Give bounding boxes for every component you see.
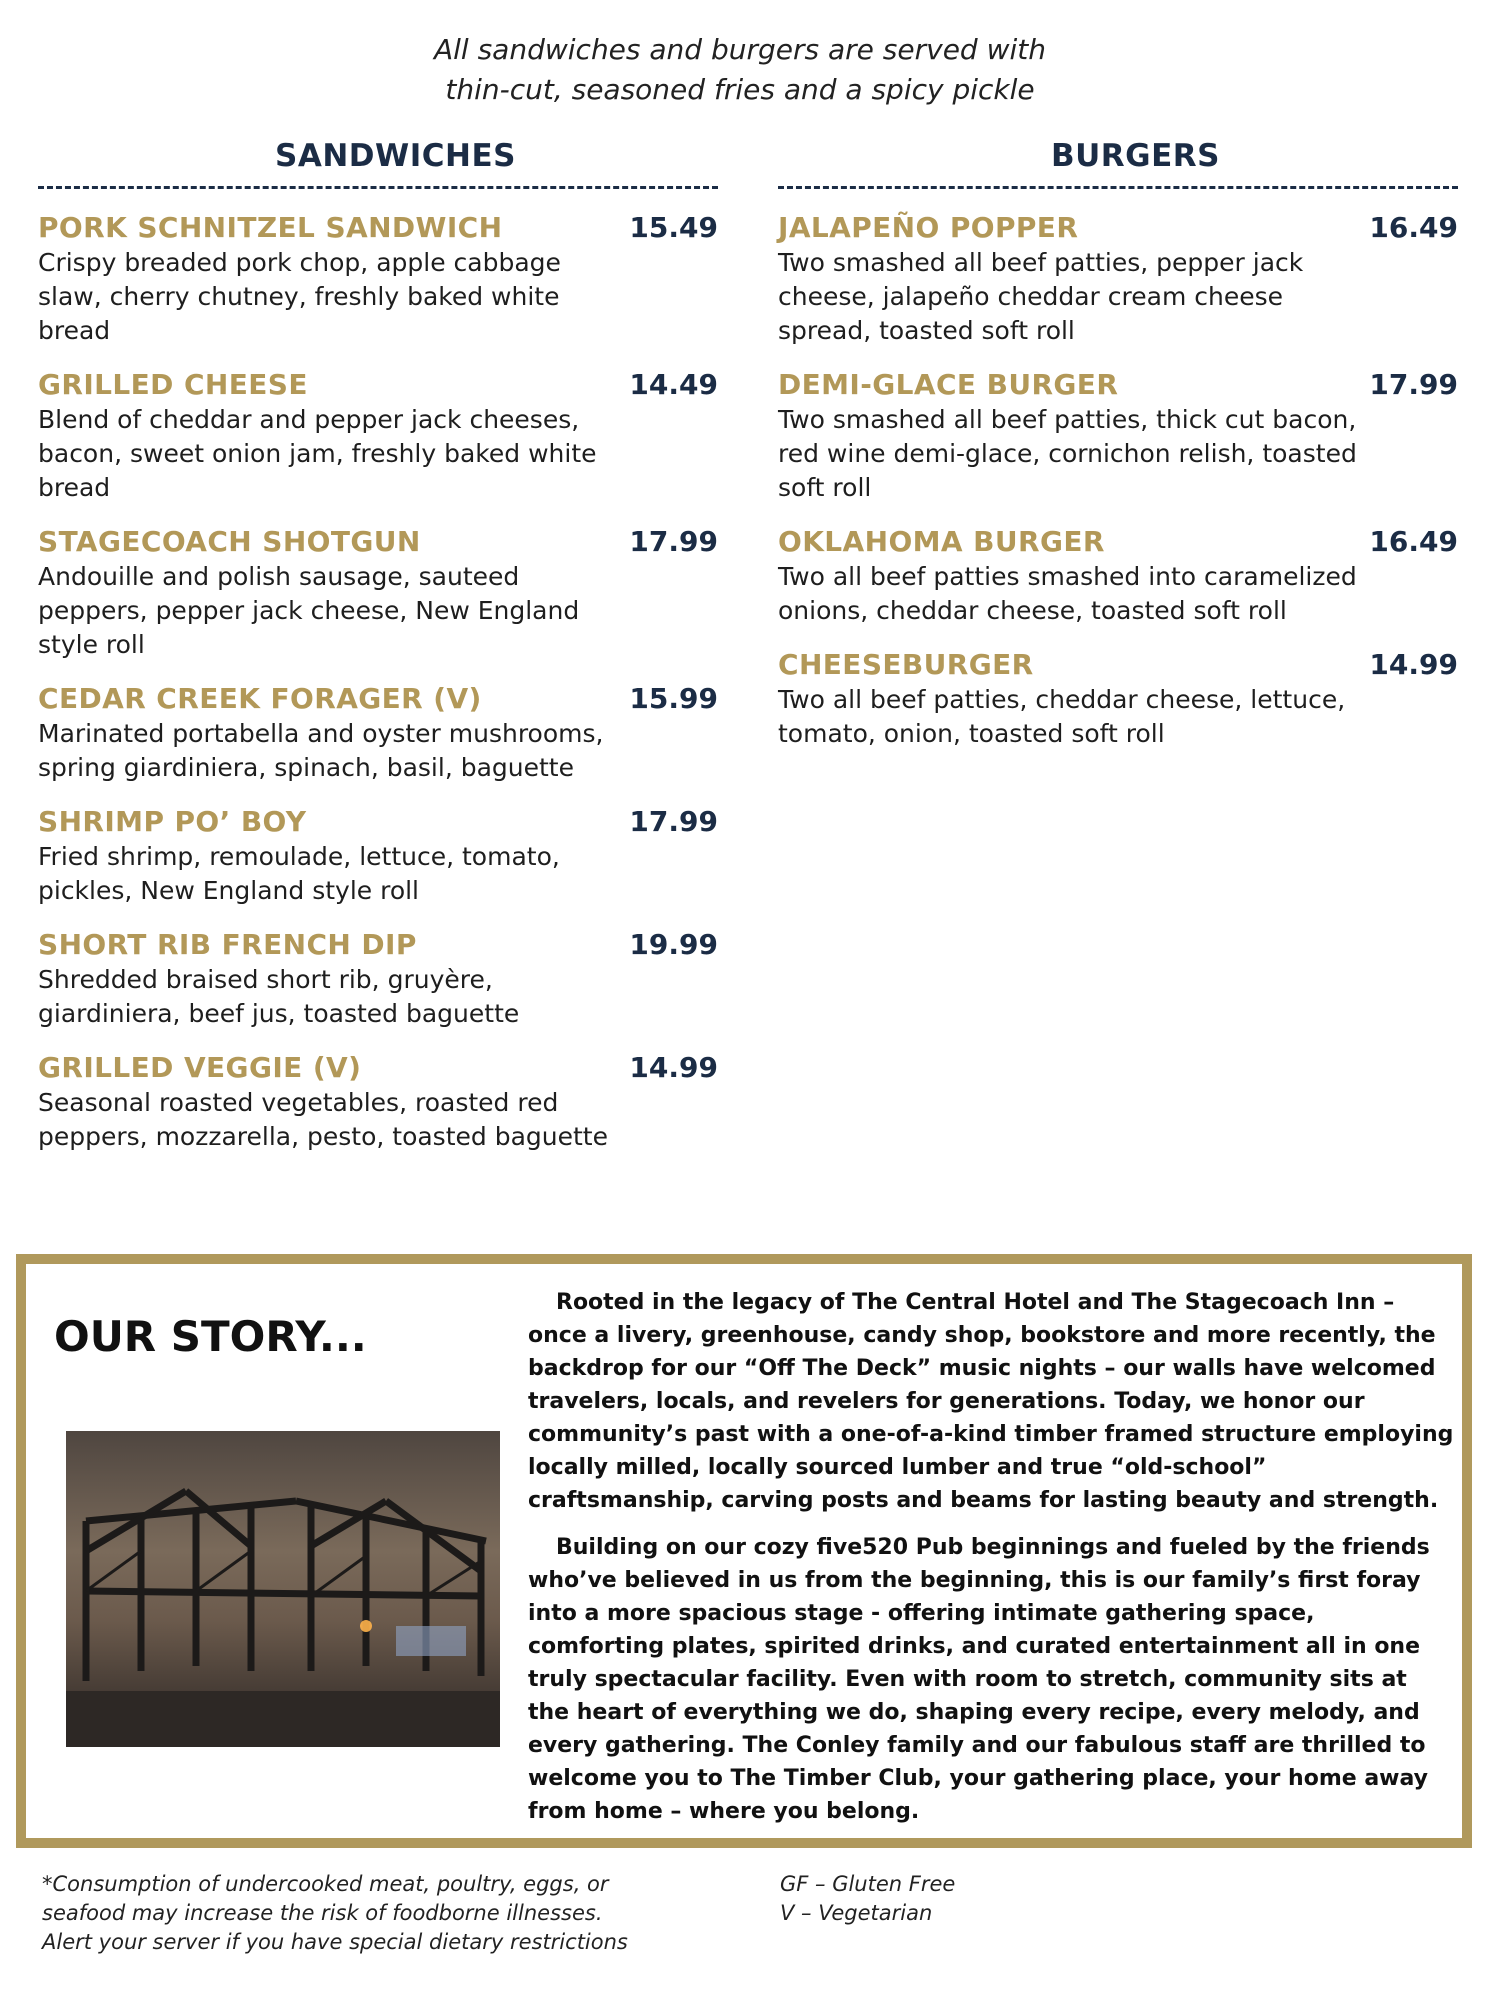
item-price: 17.99	[629, 805, 718, 838]
sandwiches-section	[38, 138, 718, 1174]
item-description: Crispy breaded pork chop, apple cabbage slaw, cherry chutney, freshly baked white bread	[38, 248, 561, 345]
advisory-line: *Consumption of undercooked meat, poultry, eggs, or	[42, 1872, 609, 1896]
intro-note	[0, 30, 1480, 110]
item-name: JALAPEÑO POPPER	[778, 211, 1079, 244]
menu-item	[778, 211, 1458, 348]
item-description: Marinated portabella and oyster mushrooms, spring giardiniera, spinach, basil, baguette	[38, 719, 604, 782]
menu-item	[38, 211, 718, 348]
item-name: CHEESEBURGER	[778, 648, 1034, 681]
item-name: OKLAHOMA BURGER	[778, 525, 1105, 558]
item-description: Andouille and polish sausage, sauteed peppers, pepper jack cheese, New England style roll	[38, 562, 580, 659]
item-price: 16.49	[1369, 211, 1458, 244]
item-price: 17.99	[629, 525, 718, 558]
advisory-line: Alert your server if you have special dietary restrictions	[42, 1930, 628, 1954]
item-name: SHRIMP PO’ BOY	[38, 805, 307, 838]
item-name: STAGECOACH SHOTGUN	[38, 525, 421, 558]
consumption-advisory	[42, 1870, 682, 1957]
intro-line-2: thin-cut, seasoned fries and a spicy pickle	[445, 73, 1035, 106]
menu-item	[38, 525, 718, 662]
story-title: OUR STORY...	[54, 1312, 367, 1361]
item-price: 16.49	[1369, 525, 1458, 558]
item-description: Two all beef patties smashed into caramelized onions, cheddar cheese, toasted soft roll	[778, 562, 1357, 625]
burgers-section	[778, 138, 1458, 771]
section-divider	[38, 186, 718, 189]
item-price: 17.99	[1369, 368, 1458, 401]
item-description: Shredded braised short rib, gruyère, giardiniera, beef jus, toasted baguette	[38, 965, 520, 1028]
item-description: Two smashed all beef patties, thick cut bacon, red wine demi-glace, cornichon relish, toasted soft roll	[778, 405, 1357, 502]
sandwiches-heading: SANDWICHES	[275, 138, 516, 174]
section-divider	[778, 186, 1458, 189]
intro-line-1: All sandwiches and burgers are served with	[433, 33, 1047, 66]
story-paragraph: Building on our cozy five520 Pub beginnings and fueled by the friends who’ve believed in us from the beginning, this is our family’s first foray into a more spacious stage - offering intimate gathering space, comforting plates, spirited drinks, and curated entertainment all in one truly spectacular facility. Even with room to stretch, community sits at the heart of everything we do, shaping every recipe, every melody, and every gathering. The Conley family and our fabulous staff are thrilled to welcome you to The Timber Club, your gathering place, your home away from home – where you belong.	[528, 1535, 1430, 1824]
burgers-heading: BURGERS	[1051, 138, 1220, 174]
menu-item	[38, 928, 718, 1031]
item-price: 15.49	[629, 211, 718, 244]
our-story-box	[16, 1254, 1472, 1848]
item-description: Fried shrimp, remoulade, lettuce, tomato, pickles, New England style roll	[38, 842, 560, 905]
item-name: GRILLED VEGGIE (V)	[38, 1051, 362, 1084]
item-description: Two all beef patties, cheddar cheese, lettuce, tomato, onion, toasted soft roll	[778, 685, 1346, 748]
item-description: Two smashed all beef patties, pepper jack cheese, jalapeño cheddar cream cheese spread, toasted soft roll	[778, 248, 1304, 345]
diet-legend	[780, 1870, 1180, 1928]
item-description: Seasonal roasted vegetables, roasted red peppers, mozzarella, pesto, toasted baguette	[38, 1088, 608, 1151]
menu-item	[778, 368, 1458, 505]
item-name: DEMI-GLACE BURGER	[778, 368, 1119, 401]
timber-frame-photo	[66, 1431, 500, 1747]
story-paragraph: Rooted in the legacy of The Central Hotel and The Stagecoach Inn – once a livery, greenhouse, candy shop, bookstore and more recently, the backdrop for our “Off The Deck” music nights – our walls have welcomed travelers, locals, and revelers for generations. Today, we honor our community’s past with a one-of-a-kind timber framed structure employing locally milled, locally sourced lumber and true “old-school” craftsmanship, carving posts and beams for lasting beauty and strength.	[528, 1290, 1454, 1513]
menu-item	[38, 368, 718, 505]
item-name: PORK SCHNITZEL SANDWICH	[38, 211, 503, 244]
menu-item	[778, 648, 1458, 751]
item-price: 19.99	[629, 928, 718, 961]
story-text	[528, 1286, 1454, 1842]
advisory-line: seafood may increase the risk of foodborne illnesses.	[42, 1901, 603, 1925]
item-name: SHORT RIB FRENCH DIP	[38, 928, 417, 961]
item-price: 14.99	[1369, 648, 1458, 681]
menu-item	[38, 682, 718, 785]
item-description: Blend of cheddar and pepper jack cheeses, bacon, sweet onion jam, freshly baked white bread	[38, 405, 597, 502]
menu-item	[38, 1051, 718, 1154]
menu-item	[38, 805, 718, 908]
item-price: 14.99	[629, 1051, 718, 1084]
timber-frame-illustration	[66, 1431, 500, 1747]
item-price: 15.99	[629, 682, 718, 715]
legend-vegetarian: V – Vegetarian	[780, 1901, 933, 1925]
legend-gluten-free: GF – Gluten Free	[780, 1872, 956, 1896]
item-name: GRILLED CHEESE	[38, 368, 308, 401]
item-name: CEDAR CREEK FORAGER (V)	[38, 682, 482, 715]
menu-item	[778, 525, 1458, 628]
item-price: 14.49	[629, 368, 718, 401]
